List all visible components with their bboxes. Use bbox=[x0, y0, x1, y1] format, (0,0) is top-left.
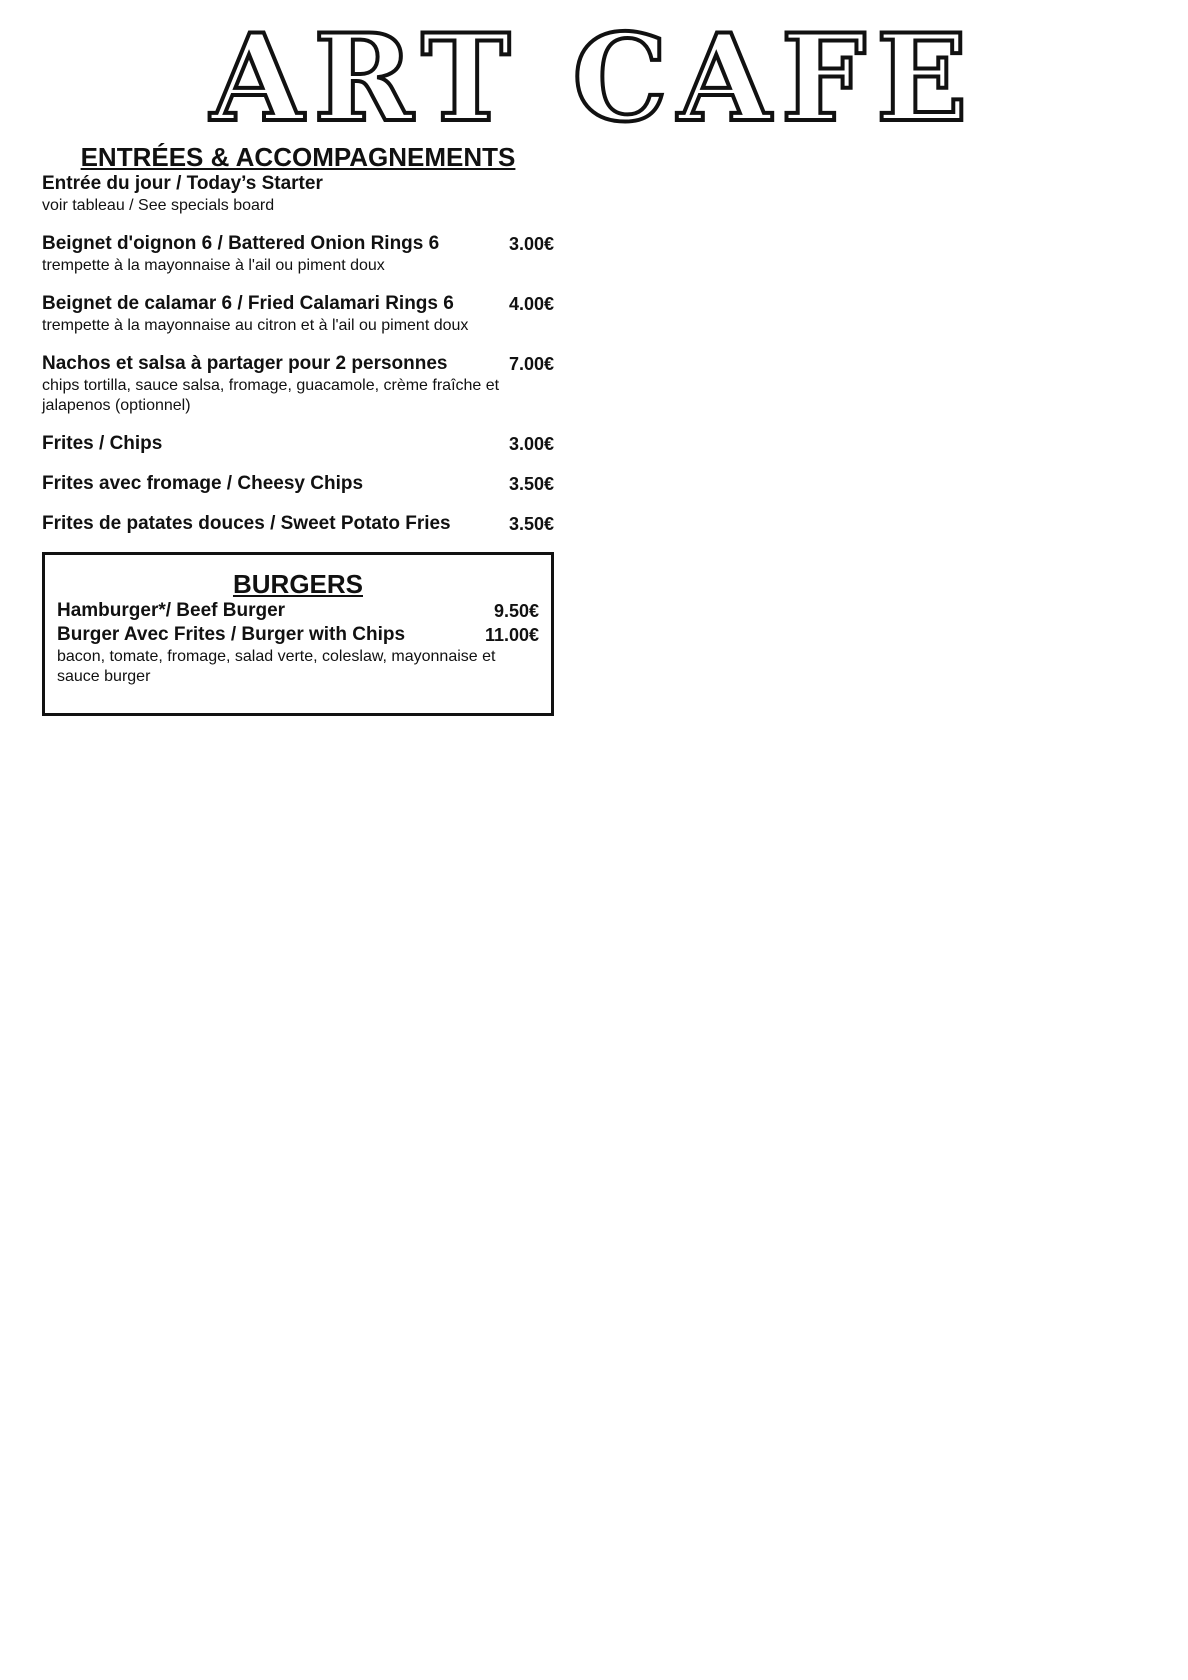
menu-item-name: Nachos et salsa à partager pour 2 personnes bbox=[42, 353, 448, 374]
menu-item-price: 3.00€ bbox=[508, 234, 554, 254]
menu-item-description: bacon, tomate, fromage, salad verte, coleslaw, mayonnaise et sauce burger bbox=[57, 648, 496, 685]
menu-item-price: 3.50€ bbox=[508, 514, 554, 534]
menu-item-name: Entrée du jour / Today’s Starter bbox=[42, 173, 323, 194]
menu-item-name: Frites / Chips bbox=[42, 433, 163, 454]
art-cafe-logo bbox=[0, 10, 1188, 135]
menu-item-description: voir tableau / See specials board bbox=[42, 197, 275, 214]
burgers-list bbox=[57, 599, 539, 687]
menu-item-description: trempette à la mayonnaise au citron et à l'ail ou piment doux bbox=[42, 317, 469, 334]
menu-item-row bbox=[42, 512, 554, 536]
svg-text:ART CAFE: ART CAFE bbox=[210, 10, 978, 135]
burgers-box bbox=[42, 552, 554, 716]
menu-item bbox=[42, 512, 554, 536]
menu-item-row bbox=[42, 472, 554, 496]
left-column bbox=[42, 142, 554, 716]
menu-item-price: 3.00€ bbox=[508, 434, 554, 454]
menu-item-row bbox=[42, 232, 554, 256]
menu-item-name-2: Burger Avec Frites / Burger with Chips bbox=[57, 624, 406, 645]
menu-item-price: 4.00€ bbox=[508, 294, 554, 314]
menu-item-row bbox=[42, 292, 554, 316]
entrees-list bbox=[42, 172, 554, 536]
menu-item-row-2 bbox=[57, 623, 539, 647]
burgers-title: BURGERS bbox=[232, 569, 363, 599]
menu-item-name: Frites de patates douces / Sweet Potato Fries bbox=[42, 513, 451, 534]
menu-item-name: Beignet de calamar 6 / Fried Calamari Rings 6 bbox=[42, 293, 454, 314]
entrees-title: ENTRÉES & ACCOMPAGNEMENTS bbox=[80, 142, 516, 172]
menu-item-row bbox=[42, 172, 554, 196]
menu-item-description: chips tortilla, sauce salsa, fromage, guacamole, crème fraîche et jalapenos (optionnel) bbox=[42, 377, 500, 414]
menu-item bbox=[42, 232, 554, 276]
menu-item bbox=[57, 599, 539, 687]
menu-item bbox=[42, 472, 554, 496]
menu-item-row bbox=[42, 432, 554, 456]
menu-item-name: Beignet d'oignon 6 / Battered Onion Rings 6 bbox=[42, 233, 440, 254]
menu-item bbox=[42, 292, 554, 336]
menu-item-price: 3.50€ bbox=[508, 474, 554, 494]
menu-item-name: Hamburger*/ Beef Burger bbox=[57, 600, 286, 621]
menu-item bbox=[42, 352, 554, 416]
menu-item-price: 9.50€ bbox=[493, 601, 539, 621]
menu-item-row bbox=[42, 352, 554, 376]
menu-item-name: Frites avec fromage / Cheesy Chips bbox=[42, 473, 364, 494]
menu-item-price-2: 11.00€ bbox=[484, 625, 539, 645]
menu-item-row bbox=[57, 599, 539, 623]
menu-item-description: trempette à la mayonnaise à l'ail ou piment doux bbox=[42, 257, 385, 274]
menu-item bbox=[42, 432, 554, 456]
menu-item bbox=[42, 172, 554, 216]
menu-item-price: 7.00€ bbox=[508, 354, 554, 374]
